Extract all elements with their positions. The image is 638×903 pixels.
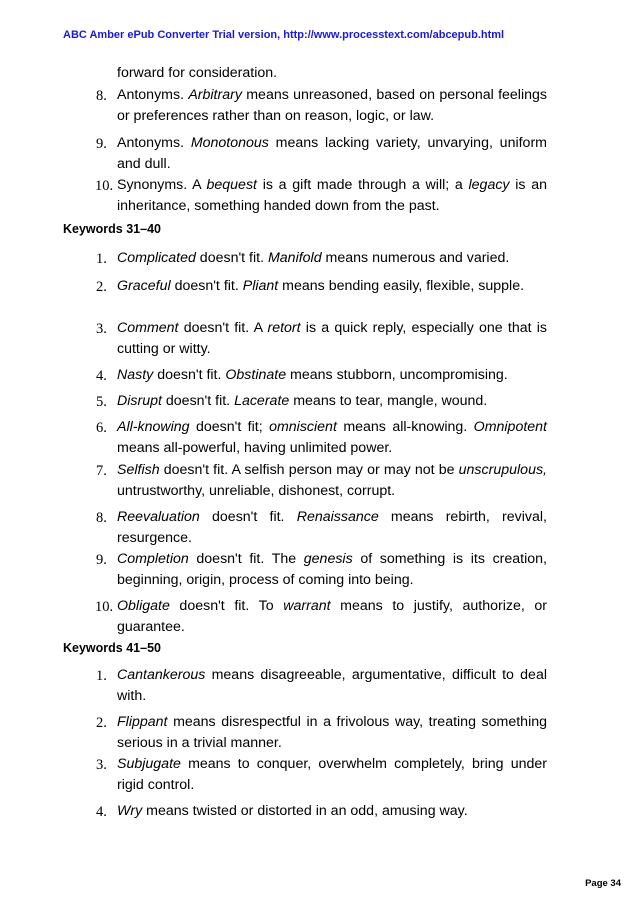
item-text: doesn't fit. A selfish person may or may not be xyxy=(159,462,459,478)
emphasized-term: Renaissance xyxy=(296,509,379,525)
item-text: doesn't fit. xyxy=(195,250,268,266)
list-item xyxy=(96,754,547,796)
list-item xyxy=(96,801,547,822)
list-item xyxy=(96,665,547,707)
item-text: means all-powerful, having unlimited power. xyxy=(117,440,393,456)
emphasized-term: Manifold xyxy=(267,250,322,266)
list-item xyxy=(96,318,547,360)
item-text: means bending easily, flexible, supple. xyxy=(278,278,525,294)
list-item xyxy=(96,417,547,459)
item-text: means disrespectful in a frivolous way, treating something serious in a trivial manner. xyxy=(117,714,547,751)
list-item xyxy=(96,85,547,127)
list-item xyxy=(96,391,547,412)
item-text: doesn't fit. To xyxy=(169,598,284,614)
emphasized-term: All-knowing xyxy=(117,419,190,435)
list-item xyxy=(96,276,547,297)
item-number: 8. xyxy=(96,510,107,526)
emphasized-term: Nasty xyxy=(117,367,154,383)
item-text: means to conquer, overwhelm completely, bring under rigid control. xyxy=(117,756,547,793)
item-text: means stubborn, uncompromising. xyxy=(286,367,508,383)
item-text: means unreasoned, based on personal feelings or preferences rather than on reason, logic, or law. xyxy=(117,87,547,124)
item-text: doesn't fit. xyxy=(170,278,243,294)
emphasized-term: Disrupt xyxy=(117,393,162,409)
item-text: means numerous and varied. xyxy=(321,250,510,266)
emphasized-term: warrant xyxy=(283,598,331,614)
list-item xyxy=(96,712,547,754)
emphasized-term: Completion xyxy=(117,551,189,567)
emphasized-term: Flippant xyxy=(117,714,168,730)
item-text: of something is its creation, beginning, origin, process of coming into being. xyxy=(117,551,547,588)
emphasized-term: Graceful xyxy=(117,278,171,294)
item-text: means all-knowing. xyxy=(336,419,474,435)
item-text: untrustworthy, unreliable, dishonest, corrupt. xyxy=(117,483,396,499)
item-number: 6. xyxy=(96,420,107,436)
item-number: 1. xyxy=(96,251,107,267)
item-number: 2. xyxy=(96,279,107,295)
item-text: is a quick reply, especially one that is cutting or witty. xyxy=(117,320,547,357)
item-number: 3. xyxy=(96,757,107,773)
list-item xyxy=(96,365,547,386)
trial-banner: ABC Amber ePub Converter Trial version, http://www.processtext.com/abcepub.html xyxy=(63,29,505,41)
item-text: means lacking variety, unvarying, uniform and dull. xyxy=(117,135,547,172)
item-text: doesn't fit. The xyxy=(188,551,304,567)
list-item xyxy=(96,133,547,175)
list-item xyxy=(96,460,547,502)
item-number: 4. xyxy=(96,368,107,384)
emphasized-term: Selfish xyxy=(117,462,160,478)
list-item xyxy=(96,549,547,591)
item-text: means to tear, mangle, wound. xyxy=(289,393,488,409)
item-number: 8. xyxy=(96,88,107,104)
page-number: Page 34 xyxy=(585,878,621,889)
continuation-text: forward for consideration. xyxy=(117,65,278,81)
emphasized-term: retort xyxy=(267,320,301,336)
emphasized-term: Monotonous xyxy=(190,135,269,151)
emphasized-term: Cantankerous xyxy=(117,667,206,683)
emphasized-term: Pliant xyxy=(242,278,279,294)
emphasized-term: Subjugate xyxy=(117,756,181,772)
emphasized-term: Comment xyxy=(117,320,179,336)
emphasized-term: Wry xyxy=(117,803,143,819)
item-text: means twisted or distorted in an odd, amusing way. xyxy=(142,803,468,819)
section-heading: Keywords 41–50 xyxy=(63,641,161,655)
item-number: 9. xyxy=(96,136,107,152)
item-text: doesn't fit. xyxy=(161,393,235,409)
item-text: is a gift made through a will; a xyxy=(257,177,469,193)
emphasized-term: Obligate xyxy=(117,598,170,614)
item-number: 9. xyxy=(96,552,107,568)
emphasized-term: Arbitrary xyxy=(188,87,242,103)
item-text: doesn't fit; xyxy=(189,419,270,435)
emphasized-term: genesis xyxy=(303,551,353,567)
item-text: means disagreeable, argumentative, difficult to deal with. xyxy=(117,667,547,704)
item-number: 3. xyxy=(96,321,107,337)
item-number: 5. xyxy=(96,394,107,410)
item-text: means to justify, authorize, or guarantee. xyxy=(117,598,548,635)
item-text: Antonyms. xyxy=(117,135,191,151)
emphasized-term: legacy xyxy=(468,177,510,193)
item-number: 10. xyxy=(95,599,114,615)
emphasized-term: Reevaluation xyxy=(117,509,200,525)
section-heading: Keywords 31–40 xyxy=(63,222,161,236)
item-text: doesn't fit. xyxy=(153,367,226,383)
list-item xyxy=(95,175,547,217)
item-text: Antonyms. xyxy=(117,87,189,103)
list-item xyxy=(96,507,547,549)
item-number: 1. xyxy=(96,668,107,684)
list-item xyxy=(95,596,548,638)
item-number: 10. xyxy=(95,178,114,194)
item-text: is an inheritance, something handed down from the past. xyxy=(117,177,547,214)
emphasized-term: Obstinate xyxy=(225,367,287,383)
item-text: means rebirth, revival, resurgence. xyxy=(117,509,547,546)
item-number: 2. xyxy=(96,715,107,731)
emphasized-term: Omnipotent xyxy=(473,419,547,435)
list-item xyxy=(96,248,547,269)
item-text: doesn't fit. A xyxy=(178,320,268,336)
emphasized-term: bequest xyxy=(206,177,257,193)
item-text: Synonyms. A xyxy=(117,177,207,193)
emphasized-term: omniscient xyxy=(269,419,337,435)
item-number: 7. xyxy=(96,463,107,479)
emphasized-term: Lacerate xyxy=(234,393,290,409)
item-text: doesn't fit. xyxy=(199,509,297,525)
emphasized-term: unscrupulous, xyxy=(458,462,547,478)
item-number: 4. xyxy=(96,804,107,820)
emphasized-term: Complicated xyxy=(117,250,196,266)
